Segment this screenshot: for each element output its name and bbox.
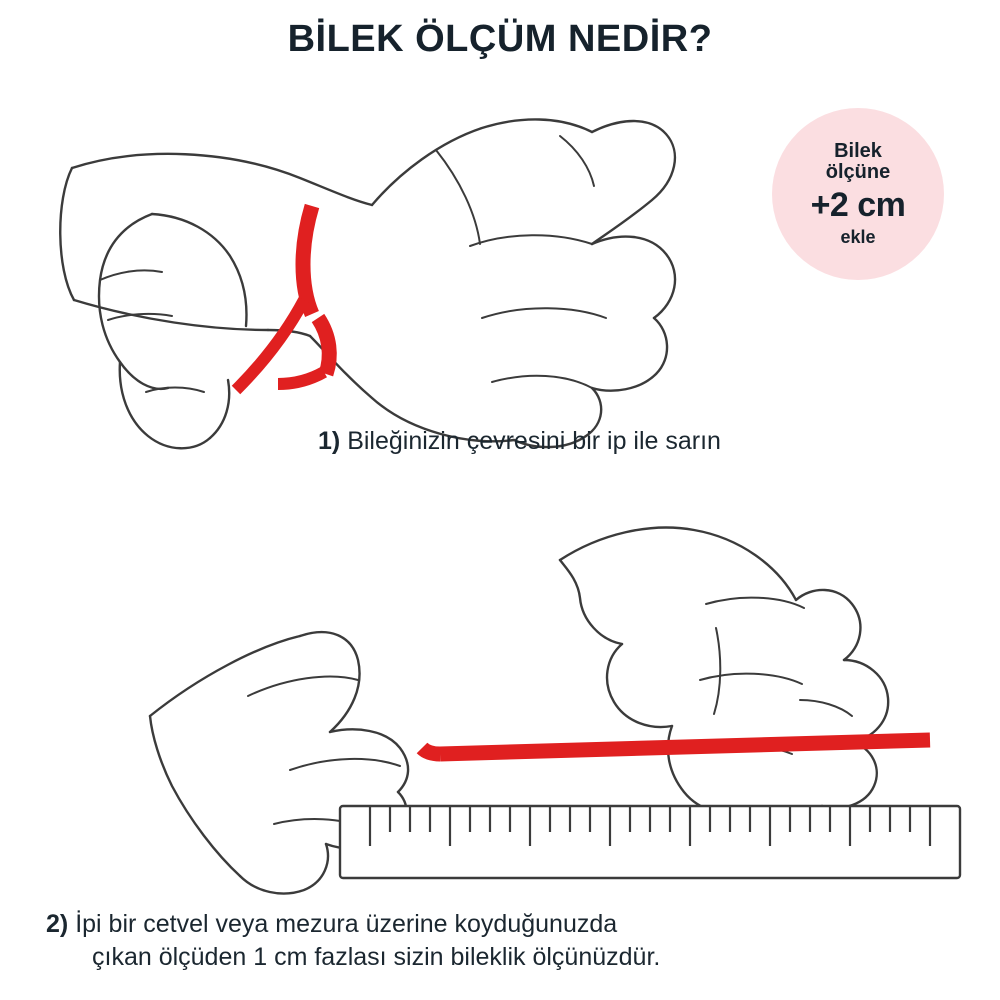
badge-value: +2 cm	[810, 185, 906, 224]
page-title: BİLEK ÖLÇÜM NEDİR?	[287, 18, 713, 60]
top-hand-illustration	[60, 119, 675, 448]
step-1-number: 1)	[318, 427, 341, 455]
badge-line-1-text: Bilek	[834, 139, 882, 162]
badge-line-2-text: ölçüne	[825, 160, 891, 183]
bottom-hand-illustration	[150, 528, 960, 894]
step-2-line-1: İpi bir cetvel veya mezura üzerine koyduğunuzda	[75, 910, 618, 938]
add-2cm-badge	[772, 108, 944, 280]
step-1-label: Bileğinizin çevresini bir ip ile sarın	[347, 427, 721, 455]
step-1-text	[318, 425, 721, 458]
step-2-text	[46, 908, 966, 974]
step-2-number: 2)	[46, 910, 69, 938]
step-2-line-2: çıkan ölçüden 1 cm fazlası sizin bileklik ölçünüzdür.	[92, 943, 661, 971]
badge-line-1	[826, 141, 890, 183]
badge-line-3-text: ekle	[840, 226, 876, 247]
